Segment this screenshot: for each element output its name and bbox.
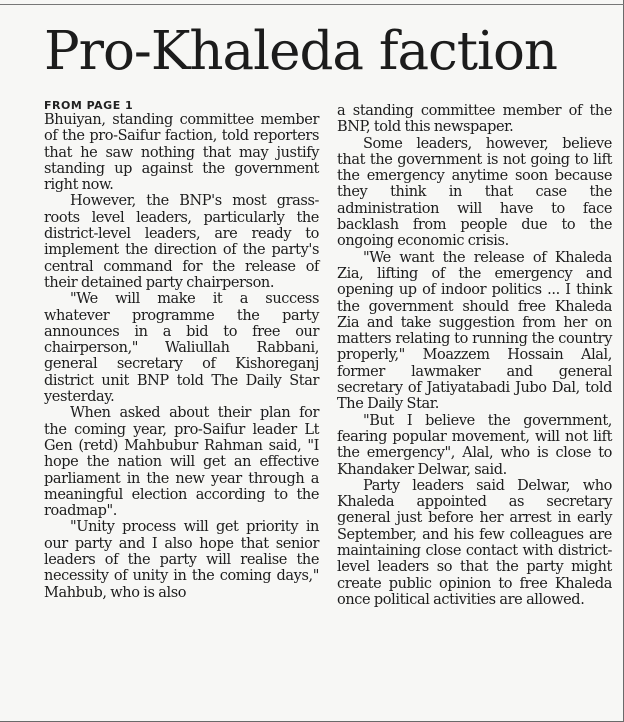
paragraph: "Unity process will get priority in our party and I also hope that senior leaders of the party will realise the necessity of unity in the coming days," Mahbub, who is also xyxy=(44,519,319,601)
left-column xyxy=(44,99,319,601)
paragraph: "We want the release of Khaleda Zia, lifting of the emergency and opening up of indoor politics ... I think the government should free Khaleda Zia and take suggestion from her on matters relating to running the country properly," Moazzem Hossain Alal, former lawmaker and general secretary of Jatiyatabadi Jubo Dal, told The Daily Star. xyxy=(337,249,612,413)
headline: Pro-Khaleda faction xyxy=(44,21,558,82)
paragraph: Party leaders said Delwar, who Khaleda appointed as secretary general just before her arrest in early September, and his few colleagues are maintaining close contact with district-level leaders so that the party might create public opinion to free Khaleda once political activities are allowed. xyxy=(337,477,612,608)
kicker: FROM PAGE 1 xyxy=(44,99,134,112)
right-column xyxy=(337,103,612,608)
paragraph: "But I believe the government, fearing popular movement, will not lift the emergency", Alal, who is close to Khandaker Delwar, said. xyxy=(337,412,612,478)
paragraph: a standing committee member of the BNP, told this newspaper. xyxy=(337,103,612,136)
paragraph: When asked about their plan for the coming year, pro-Saifur leader Lt Gen (retd) Mahbubur Rahman said, "I hope the nation will get an effective parliament in the new year through a meaningful election according to the roadmap". xyxy=(44,405,319,520)
paragraph: Some leaders, however, believe that the government is not going to lift the emergency anytime soon because they think in that case the administration will have to face backlash from people due to the ongoing economic crisis. xyxy=(337,135,612,250)
paragraph: Bhuiyan, standing committee member of the pro-Saifur faction, told reporters that he saw nothing that may justify standing up against the government right now. xyxy=(44,112,319,194)
top-rule xyxy=(0,4,624,5)
paragraph: "We will make it a success whatever programme the party announces in a bid to free our chairperson," Waliullah Rabbani, general secretary of Kishoreganj district unit BNP told The Daily Star yesterday. xyxy=(44,291,319,406)
paragraph: However, the BNP's most grass-roots level leaders, particularly the district-level leaders, are ready to implement the direction of the party's central command for the release of their detained party chairperson. xyxy=(44,193,319,291)
